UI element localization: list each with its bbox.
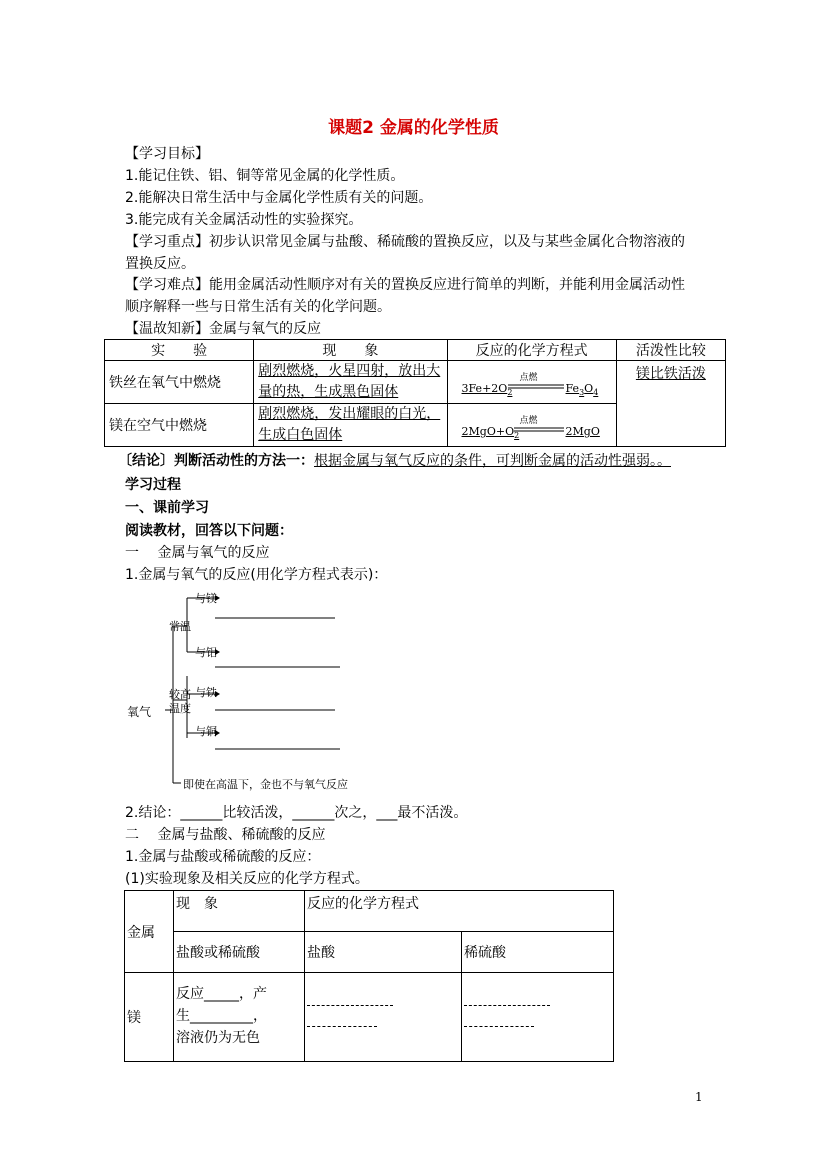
answer-blank[interactable]: ___ [376,805,398,821]
part-heading: 一 金属与氧气的反应 [125,545,270,561]
branch-label: 与铜 [195,725,217,738]
experiment-cell: 镁在空气中燃烧 [105,404,254,447]
answer-line[interactable] [464,1014,534,1027]
equals-arrow-icon [514,427,564,433]
subscript: 2 [507,388,513,398]
answer-blank[interactable]: ______ [292,805,335,821]
high-temp-label: 较高 [169,688,191,701]
oxygen-label: 氧气 [127,705,152,719]
h2so4-answer-cell[interactable] [462,973,614,1062]
diagram-lines-icon [125,588,385,798]
experiment-cell: 铁丝在氧气中燃烧 [105,361,254,404]
condition-label: 点燃 [519,416,538,426]
chemical-equation [452,416,612,443]
equals-arrow-icon [508,384,564,390]
objective-item: 3.能完成有关金属活动性的实验探究。 [125,212,363,228]
table-header: 现 象 [254,340,447,361]
phenomenon-text: 溶液仍为无色 [176,1030,260,1046]
room-temp-label: 常温 [169,620,191,633]
conclusion [118,450,671,472]
phenomenon-text: 生成白色固体 [258,427,343,443]
answer-blank[interactable]: ______ [180,805,223,821]
conclusion-question [125,802,467,824]
phenomenon-text: 反应_____，产 [176,986,267,1002]
difficulty-line: 顺序解释一些与日常生活有关的化学问题。 [125,299,391,315]
section-heading: 一、课前学习 [125,500,209,516]
equation-cell [447,361,616,404]
phenomenon-header: 现 象 [174,891,305,932]
oxygen-reaction-diagram [125,588,385,798]
key-point-line: 【学习重点】初步认识常见金属与盐酸、稀硫酸的置换反应，以及与某些金属化合物溶液的 [125,234,685,250]
phenomenon-cell [174,973,305,1062]
phenomenon-cell [254,404,447,447]
subscript: 3 [579,388,585,398]
oxygen-reaction-table [104,339,726,447]
phenomenon-text: 剧烈燃烧，发出耀眼的白光， [258,406,441,422]
question-text: 比较活泼， [222,805,293,821]
key-point-line: 置换反应。 [125,256,195,272]
question: (1)实验现象及相关反应的化学方程式。 [125,871,369,887]
phenomenon-text: 剧烈燃烧，火星四射，放出大 [258,363,441,379]
sub-header: 盐酸 [305,932,462,973]
review-heading: 【温故知新】金属与氧气的反应 [125,321,321,337]
table-header: 活泼性比较 [616,340,725,361]
conclusion-prefix: 〔结论〕判断活动性的方法一： [118,453,314,469]
equation-left: 3Fe+2O [461,382,508,395]
high-temp-label: 温度 [169,702,191,715]
objective-item: 1.能记住铁、铝、铜等常见金属的化学性质。 [125,168,405,184]
page-number: 1 [695,1090,703,1104]
subscript: 4 [593,388,599,398]
acid-reaction-table [124,890,614,1062]
answer-line[interactable] [464,993,550,1006]
objective-item: 2.能解决日常生活中与金属化学性质有关的问题。 [125,190,433,206]
equation-right: O [584,382,594,395]
hcl-answer-cell[interactable] [305,973,462,1062]
equation-left: 2MgO+O [461,425,515,438]
answer-line[interactable] [307,993,393,1006]
subscript: 2 [514,431,520,441]
conclusion-body: 根据金属与氧气反应的条件，可判断金属的活动性强弱。。 [314,453,671,469]
question: 1.金属与氧气的反应(用化学方程式表示)： [125,567,388,583]
page-title: 课题2 金属的化学性质 [328,118,499,138]
answer-line[interactable] [307,1014,377,1027]
equation-header: 反应的化学方程式 [305,891,614,932]
table-header: 实 验 [105,340,254,361]
difficulty-line: 【学习难点】能用金属活动性顺序对有关的置换反应进行简单的判断，并能利用金属活动性 [125,277,685,293]
branch-label: 与铝 [195,646,217,659]
phenomenon-text: 生_________， [176,1008,267,1024]
phenomenon-text: 量的热，生成黑色固体 [258,384,399,400]
sub-header: 稀硫酸 [462,932,614,973]
question-text: 次之， [334,805,377,821]
table-header: 反应的化学方程式 [447,340,616,361]
question-text: 最不活泼。 [397,805,468,821]
gold-note: 即使在高温下，金也不与氧气反应 [183,778,348,791]
question: 1.金属与盐酸或稀硫酸的反应： [125,849,321,865]
metal-cell: 镁 [125,973,174,1062]
question-prefix: 2.结论： [125,805,181,821]
equation-right: Fe [565,382,580,395]
chemical-equation [452,373,612,400]
phenomenon-cell [254,361,447,404]
comparison-text: 镁比铁活泼 [635,366,706,382]
condition-label: 点燃 [519,373,538,383]
objectives-heading: 【学习目标】 [125,146,209,162]
metal-header: 金属 [125,891,174,973]
part-heading: 二 金属与盐酸、稀硫酸的反应 [125,827,326,843]
equation-right: 2MgO [565,425,600,438]
reading-instruction: 阅读教材，回答以下问题： [125,523,293,539]
process-heading: 学习过程 [125,477,181,493]
sub-header: 盐酸或稀硫酸 [174,932,305,973]
equation-cell [447,404,616,447]
branch-label: 与镁 [195,592,217,605]
branch-label: 与铁 [195,686,217,699]
comparison-cell [616,361,725,447]
